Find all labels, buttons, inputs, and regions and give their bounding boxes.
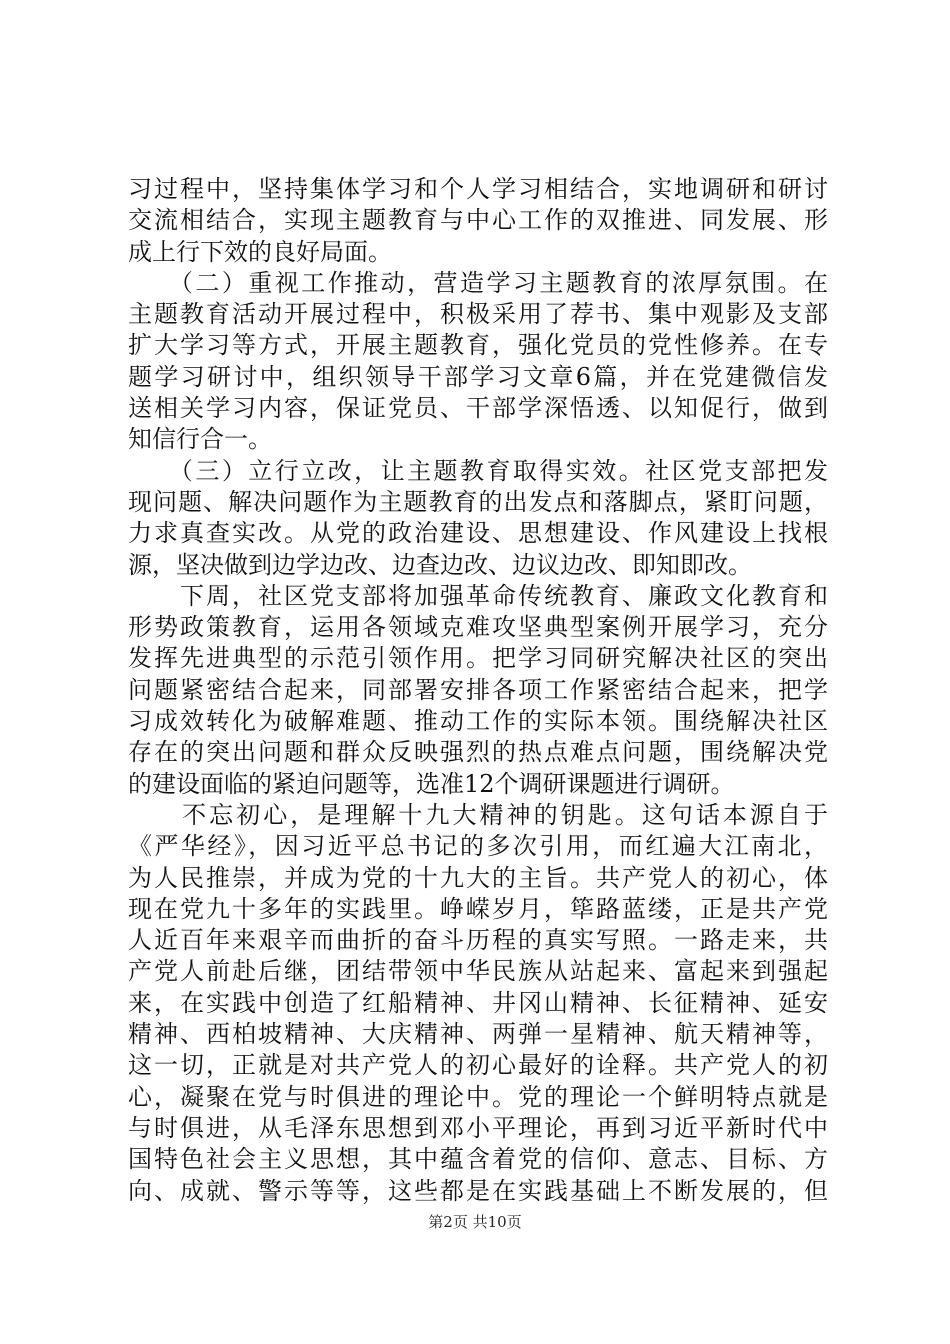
text-line: 来，在实践中创造了红船精神、井冈山精神、长征精神、延安 xyxy=(128,988,828,1017)
text-line: 扩大学习等方式，开展主题教育，强化党员的党性修养。在专 xyxy=(128,331,828,360)
paragraph xyxy=(128,456,828,581)
text-line: 下周，社区党支部将加强革命传统教育、廉政文化教育和 xyxy=(128,581,828,610)
text-line: 存在的突出问题和群众反映强烈的热点难点问题，围绕解决党 xyxy=(128,738,828,767)
text-line: 知信行合一。 xyxy=(128,425,272,454)
text-line: 《严华经》，因习近平总书记的多次引用，而红遍大江南北， xyxy=(128,832,828,861)
text-line: 现问题、解决问题作为主题教育的出发点和落脚点，紧盯问题， xyxy=(128,487,828,516)
text-line: （三）立行立改，让主题教育取得实效。社区党支部把发 xyxy=(128,456,828,485)
text-line: 成上行下效的良好局面。 xyxy=(128,237,392,266)
text-line: 习过程中，坚持集体学习和个人学习相结合，实地调研和研讨 xyxy=(128,175,828,203)
text-line: 现在党九十多年的实践里。峥嵘岁月，筚路蓝缕，正是共产党 xyxy=(128,894,828,923)
text-line: 心，凝聚在党与时俱进的理论中。党的理论一个鲜明特点就是 xyxy=(128,1082,828,1111)
text-line: 主题教育活动开展过程中，积极采用了荐书、集中观影及支部 xyxy=(128,300,828,329)
text-line: 为人民推崇，并成为党的十九大的主旨。共产党人的初心，体 xyxy=(128,863,828,892)
text-line: 送相关学习内容，保证党员、干部学深悟透、以知促行，做到 xyxy=(128,394,828,423)
text-line: 习成效转化为破解难题、推动工作的实际本领。围绕解决社区 xyxy=(128,707,828,736)
page-number-footer: 第2页 共10页 xyxy=(428,1213,522,1231)
text-line: 人近百年来艰辛而曲折的奋斗历程的真实写照。一路走来，共 xyxy=(128,926,828,955)
paragraph xyxy=(128,800,828,1207)
text-line: 力求真查实改。从党的政治建设、思想建设、作风建设上找根 xyxy=(128,519,828,548)
text-line: 与时俱进，从毛泽东思想到邓小平理论，再到习近平新时代中 xyxy=(128,1113,828,1142)
text-line: 不忘初心，是理解十九大精神的钥匙。这句话本源自于 xyxy=(128,800,828,829)
text-line: 交流相结合，实现主题教育与中心工作的双推进、同发展、形 xyxy=(128,206,828,235)
text-line: 题学习研讨中，组织领导干部学习文章6篇，并在党建微信发 xyxy=(128,362,828,391)
text-line: 向、成就、警示等等，这些都是在实践基础上不断发展的，但 xyxy=(128,1176,828,1205)
text-line: 产党人前赴后继，团结带领中华民族从站起来、富起来到强起 xyxy=(128,957,828,986)
text-line: 的建设面临的紧迫问题等，选准12个调研课题进行调研。 xyxy=(128,769,735,798)
text-line: 精神、西柏坡精神、大庆精神、两弹一星精神、航天精神等， xyxy=(128,1020,828,1049)
text-line: 形势政策教育，运用各领域克难攻坚典型案例开展学习，充分 xyxy=(128,613,828,642)
paragraph xyxy=(128,268,828,456)
paragraph xyxy=(128,581,828,800)
text-line: （二）重视工作推动，营造学习主题教育的浓厚氛围。在 xyxy=(128,268,828,297)
text-line: 这一切，正就是对共产党人的初心最好的诠释。共产党人的初 xyxy=(128,1051,828,1080)
text-line: 发挥先进典型的示范引领作用。把学习同研究解决社区的突出 xyxy=(128,644,828,673)
body-text xyxy=(128,174,828,1207)
text-line: 国特色社会主义思想，其中蕴含着党的信仰、意志、目标、方 xyxy=(128,1145,828,1174)
paragraph xyxy=(128,174,828,268)
text-line: 源，坚决做到边学边改、边查边改、边议边改、即知即改。 xyxy=(128,550,752,579)
text-line: 问题紧密结合起来，同部署安排各项工作紧密结合起来，把学 xyxy=(128,675,828,704)
